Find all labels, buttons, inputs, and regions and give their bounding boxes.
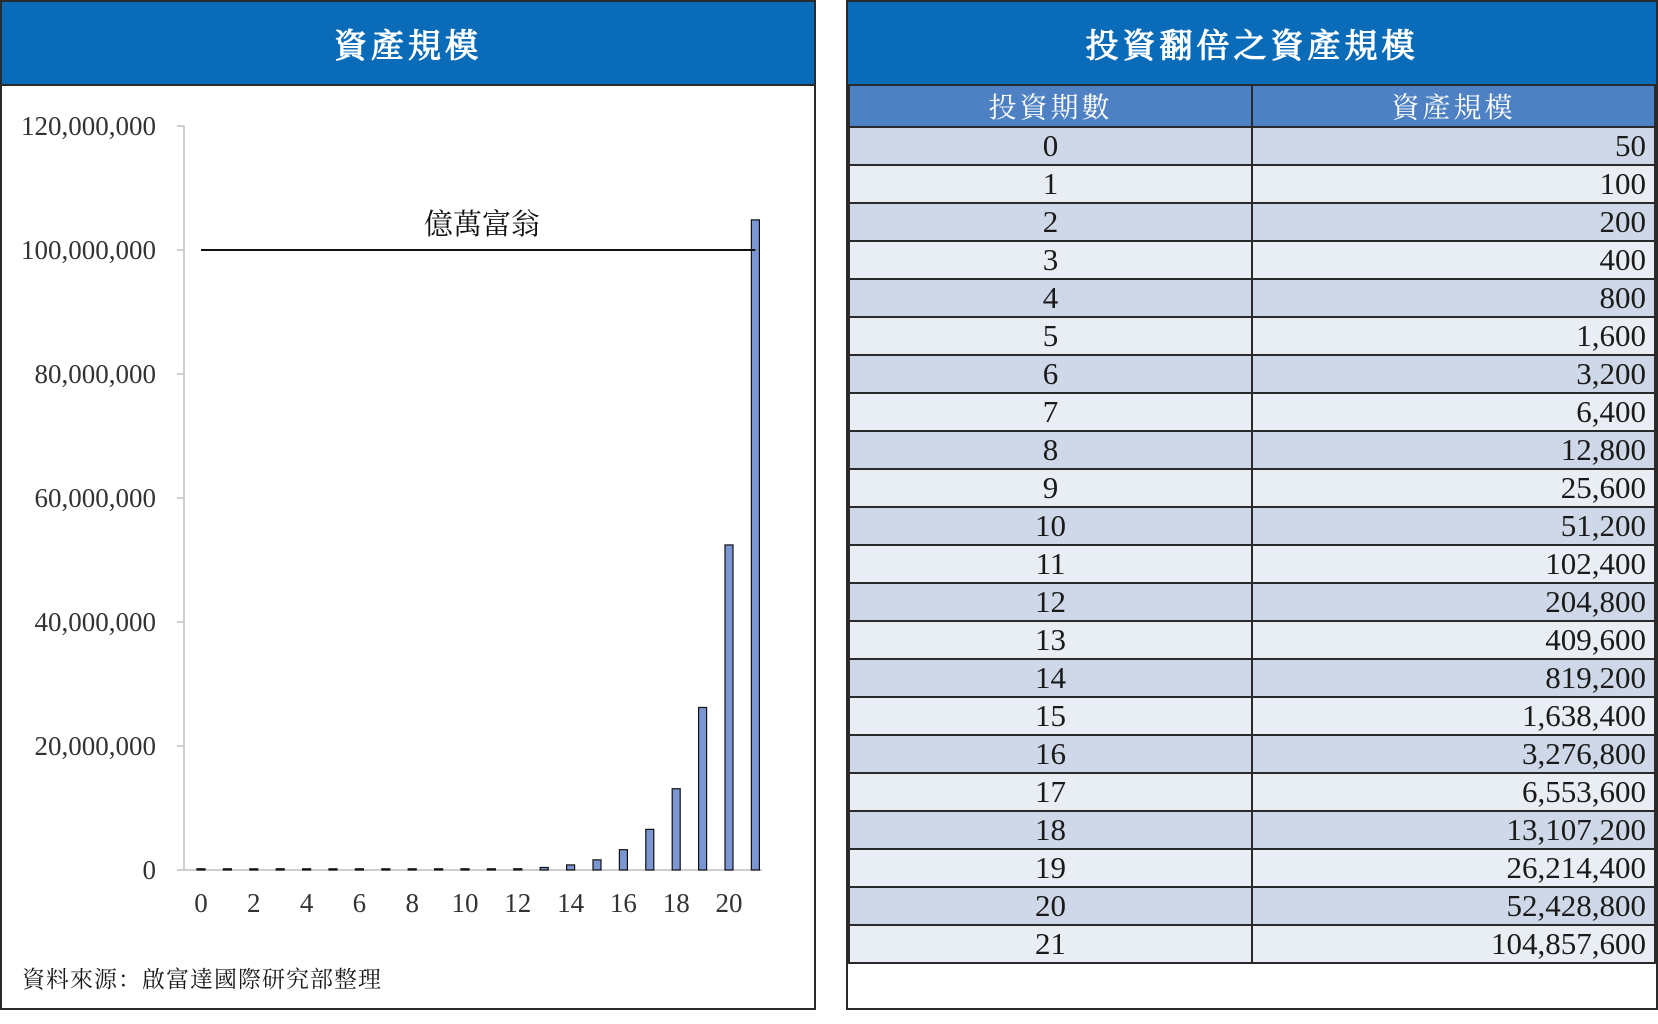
bar — [197, 869, 205, 870]
table-row — [849, 849, 1655, 887]
table-row — [849, 127, 1655, 165]
bar-chart — [2, 86, 814, 946]
asset-cell: 26,214,400 — [1252, 849, 1655, 887]
asset-cell: 51,200 — [1252, 507, 1655, 545]
asset-cell: 3,276,800 — [1252, 735, 1655, 773]
period-cell: 12 — [849, 583, 1252, 621]
bar — [382, 869, 390, 870]
asset-cell: 25,600 — [1252, 469, 1655, 507]
asset-cell: 13,107,200 — [1252, 811, 1655, 849]
bar — [303, 869, 311, 870]
table-panel-title: 投資翻倍之資產規模 — [848, 2, 1656, 86]
period-cell: 10 — [849, 507, 1252, 545]
table-row — [849, 545, 1655, 583]
asset-cell: 204,800 — [1252, 583, 1655, 621]
table-row — [849, 241, 1655, 279]
x-tick-label: 2 — [247, 888, 261, 918]
table-body — [849, 127, 1655, 963]
bar — [540, 867, 548, 870]
period-cell: 13 — [849, 621, 1252, 659]
asset-cell: 400 — [1252, 241, 1655, 279]
table-row — [849, 773, 1655, 811]
table-header-row — [849, 85, 1655, 127]
bar — [672, 789, 680, 870]
table-row — [849, 355, 1655, 393]
period-cell: 20 — [849, 887, 1252, 925]
table-row — [849, 203, 1655, 241]
period-cell: 3 — [849, 241, 1252, 279]
bar — [329, 869, 337, 870]
asset-cell: 104,857,600 — [1252, 925, 1655, 963]
table-row — [849, 317, 1655, 355]
x-tick-label: 10 — [451, 888, 479, 918]
period-cell: 7 — [849, 393, 1252, 431]
asset-cell: 6,553,600 — [1252, 773, 1655, 811]
x-tick-label: 8 — [405, 888, 419, 918]
table-row — [849, 279, 1655, 317]
asset-cell: 1,600 — [1252, 317, 1655, 355]
bar — [567, 865, 575, 870]
table-row — [849, 393, 1655, 431]
table-row — [849, 469, 1655, 507]
bar — [646, 829, 654, 870]
y-tick-label: 100,000,000 — [21, 235, 156, 265]
asset-table — [848, 84, 1656, 964]
asset-cell: 819,200 — [1252, 659, 1655, 697]
period-cell: 5 — [849, 317, 1252, 355]
asset-cell: 200 — [1252, 203, 1655, 241]
period-cell: 4 — [849, 279, 1252, 317]
period-cell: 6 — [849, 355, 1252, 393]
period-cell: 2 — [849, 203, 1252, 241]
period-cell: 1 — [849, 165, 1252, 203]
bar — [619, 850, 627, 870]
y-tick-label: 0 — [142, 855, 156, 885]
period-cell: 8 — [849, 431, 1252, 469]
y-tick-label: 120,000,000 — [21, 111, 156, 141]
bar — [461, 869, 469, 870]
chart-panel-title: 資產規模 — [2, 2, 814, 86]
asset-cell: 409,600 — [1252, 621, 1655, 659]
asset-cell: 800 — [1252, 279, 1655, 317]
y-tick-label: 80,000,000 — [34, 359, 156, 389]
x-tick-label: 0 — [194, 888, 208, 918]
y-tick-label: 40,000,000 — [34, 607, 156, 637]
x-tick-label: 6 — [352, 888, 367, 918]
asset-cell: 102,400 — [1252, 545, 1655, 583]
table-row — [849, 887, 1655, 925]
asset-cell: 6,400 — [1252, 393, 1655, 431]
period-cell: 19 — [849, 849, 1252, 887]
asset-cell: 100 — [1252, 165, 1655, 203]
period-cell: 0 — [849, 127, 1252, 165]
period-cell: 14 — [849, 659, 1252, 697]
bar — [250, 869, 258, 870]
x-tick-label: 4 — [299, 888, 314, 918]
table-row — [849, 431, 1655, 469]
bar — [355, 869, 363, 870]
period-cell: 9 — [849, 469, 1252, 507]
source-note: 資料來源：啟富達國際研究部整理 — [22, 967, 382, 993]
y-tick-label: 20,000,000 — [34, 731, 156, 761]
table-row — [849, 507, 1655, 545]
bar — [487, 869, 495, 870]
period-cell: 17 — [849, 773, 1252, 811]
bar — [223, 869, 231, 870]
bar — [725, 545, 733, 870]
x-tick-label: 18 — [662, 888, 690, 918]
table-row — [849, 811, 1655, 849]
table-row — [849, 583, 1655, 621]
column-header-period: 投資期數 — [849, 85, 1252, 127]
period-cell: 15 — [849, 697, 1252, 735]
bar — [276, 869, 284, 870]
x-tick-label: 16 — [609, 888, 637, 918]
bar — [751, 220, 759, 870]
period-cell: 18 — [849, 811, 1252, 849]
table-row — [849, 621, 1655, 659]
table-row — [849, 925, 1655, 963]
y-tick-label: 60,000,000 — [34, 483, 156, 513]
bar — [699, 707, 707, 870]
period-cell: 16 — [849, 735, 1252, 773]
asset-cell: 12,800 — [1252, 431, 1655, 469]
asset-cell: 50 — [1252, 127, 1655, 165]
column-header-asset: 資產規模 — [1252, 85, 1655, 127]
table-panel — [846, 0, 1658, 1010]
period-cell: 11 — [849, 545, 1252, 583]
bar — [593, 860, 601, 870]
table-row — [849, 659, 1655, 697]
x-tick-label: 12 — [504, 888, 532, 918]
x-tick-label: 20 — [715, 888, 743, 918]
asset-cell: 52,428,800 — [1252, 887, 1655, 925]
reference-line-label: 億萬富翁 — [423, 209, 541, 241]
table-row — [849, 735, 1655, 773]
period-cell: 21 — [849, 925, 1252, 963]
bar — [408, 869, 416, 870]
x-tick-label: 14 — [557, 888, 585, 918]
asset-cell: 3,200 — [1252, 355, 1655, 393]
bar — [514, 869, 522, 870]
asset-cell: 1,638,400 — [1252, 697, 1655, 735]
table-row — [849, 165, 1655, 203]
bar — [435, 869, 443, 870]
chart-panel — [0, 0, 816, 1010]
table-row — [849, 697, 1655, 735]
